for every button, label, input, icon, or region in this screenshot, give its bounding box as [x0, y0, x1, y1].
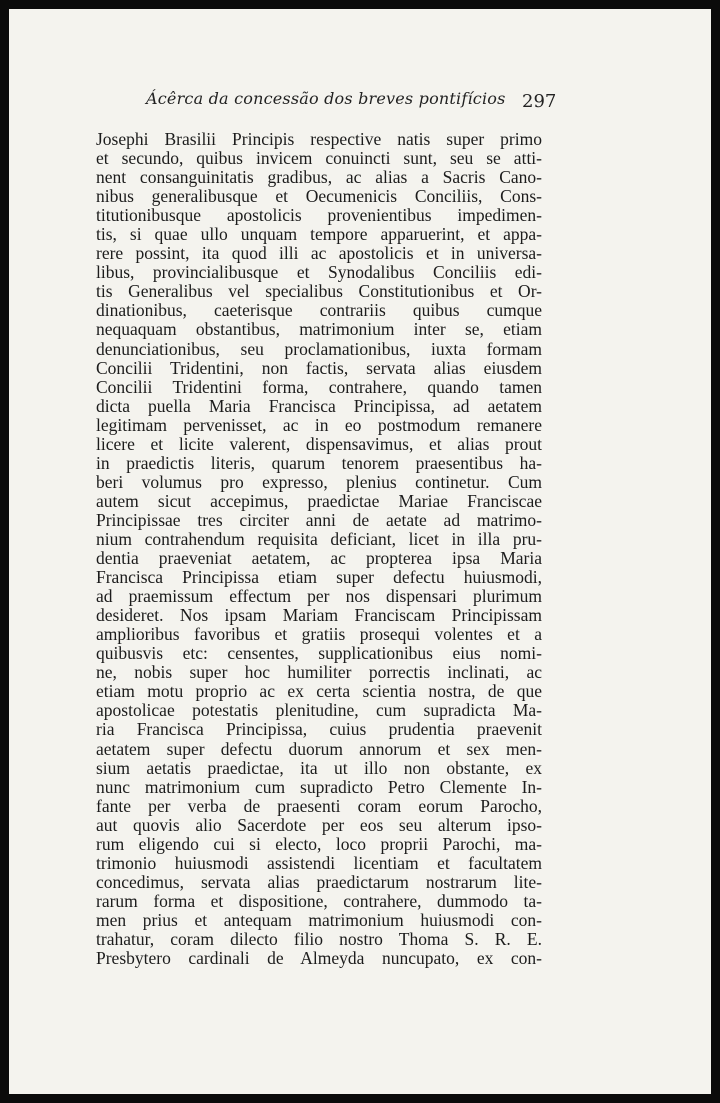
text-line: sium aetatis praedictae, ita ut illo non obstante, ex	[96, 757, 542, 778]
text-line: ne, nobis super hoc humiliter porrectis inclinati, ac	[96, 662, 542, 683]
text-line: nibus generalibusque et Oecumenicis Conciliis, Cons-	[96, 186, 542, 207]
text-line: fante per verba de praesenti coram eorum Parocho,	[96, 795, 542, 816]
text-line: trahatur, coram dilecto filio nostro Thoma S. R. E.	[96, 928, 542, 949]
text-line: dinationibus, caeterisque contrariis quibus cumque	[96, 300, 542, 321]
text-line: Principissae tres circiter anni de aetate ad matrimo-	[96, 509, 542, 530]
text-line: concedimus, servata alias praedictarum nostrarum lite-	[96, 871, 542, 892]
text-line: amplioribus favoribus et gratiis prosequi volentes et a	[96, 624, 542, 645]
text-line: libus, provincialibusque et Synodalibus Conciliis edi-	[96, 262, 542, 283]
page-number: 297	[522, 91, 557, 112]
text-line: licere et licite valerent, dispensavimus, et alias prout	[96, 433, 542, 454]
text-line: apostolicae potestatis plenitudine, cum supradicta Ma-	[96, 700, 542, 721]
text-line: Concilii Tridentini, non factis, servata alias eiusdem	[96, 357, 542, 378]
text-line: desideret. Nos ipsam Mariam Franciscam Principissam	[96, 605, 542, 626]
text-line: aut quovis alio Sacerdote per eos seu alterum ipso-	[96, 814, 542, 835]
text-line: titutionibusque apostolicis provenientibus impedimen-	[96, 205, 542, 226]
document-page	[9, 9, 711, 1094]
text-line: ria Francisca Principissa, cuius prudentia praevenit	[96, 719, 542, 740]
text-line: legitimam pervenisset, ac in eo postmodum remanere	[96, 414, 542, 435]
text-line: etiam motu proprio ac ex certa scientia nostra, de que	[96, 681, 542, 702]
text-line: Presbytero cardinali de Almeyda nuncupato, ex con-	[96, 948, 542, 969]
body-text	[96, 130, 542, 968]
text-line: Francisca Principissa etiam super defectu huiusmodi,	[96, 567, 542, 588]
running-title: Ácêrca da concessão dos breves pontifícios	[146, 89, 506, 108]
text-line: ad praemissum effectum per nos dispensari plurimum	[96, 586, 542, 607]
text-line: nequaquam obstantibus, matrimonium inter se, etiam	[96, 319, 542, 340]
text-line: trimonio huiusmodi assistendi licentiam et facultatem	[96, 852, 542, 873]
text-line: autem sicut accepimus, praedictae Mariae Franciscae	[96, 490, 542, 511]
page-header	[9, 89, 711, 119]
text-line: denunciationibus, seu proclamationibus, iuxta formam	[96, 338, 542, 359]
text-line: Concilii Tridentini forma, contrahere, quando tamen	[96, 376, 542, 397]
text-line: Josephi Brasilii Principis respective natis super primo	[96, 129, 542, 149]
text-line: nent consanguinitatis gradibus, ac alias a Sacris Cano-	[96, 167, 542, 188]
text-line: men prius et antequam matrimonium huiusmodi con-	[96, 909, 542, 930]
text-line: quibusvis etc: censentes, supplicationibus eius nomi-	[96, 643, 542, 664]
text-line: tis Generalibus vel specialibus Constitutionibus et Or-	[96, 281, 542, 302]
text-line: rarum forma et dispositione, contrahere, dummodo ta-	[96, 890, 542, 911]
text-line: dicta puella Maria Francisca Principissa, ad aetatem	[96, 395, 542, 416]
text-line: rere possint, ita quod illi ac apostolicis et in universa-	[96, 243, 542, 264]
text-line: nium contrahendum requisita deficiant, licet in illa pru-	[96, 528, 542, 549]
text-line: tis, si quae ullo unquam tempore apparuerint, et appa-	[96, 224, 542, 245]
text-line: in praedictis literis, quarum tenorem praesentibus ha-	[96, 452, 542, 473]
text-line: aetatem super defectu duorum annorum et sex men-	[96, 738, 542, 759]
text-line: et secundo, quibus invicem conuincti sunt, seu se atti-	[96, 148, 542, 169]
text-line: nunc matrimonium cum supradicto Petro Clemente In-	[96, 776, 542, 797]
text-line: rum eligendo cui si electo, loco proprii Parochi, ma-	[96, 833, 542, 854]
text-line: beri volumus pro expresso, plenius continetur. Cum	[96, 471, 542, 492]
text-line: dentia praeveniat aetatem, ac propterea ipsa Maria	[96, 548, 542, 569]
